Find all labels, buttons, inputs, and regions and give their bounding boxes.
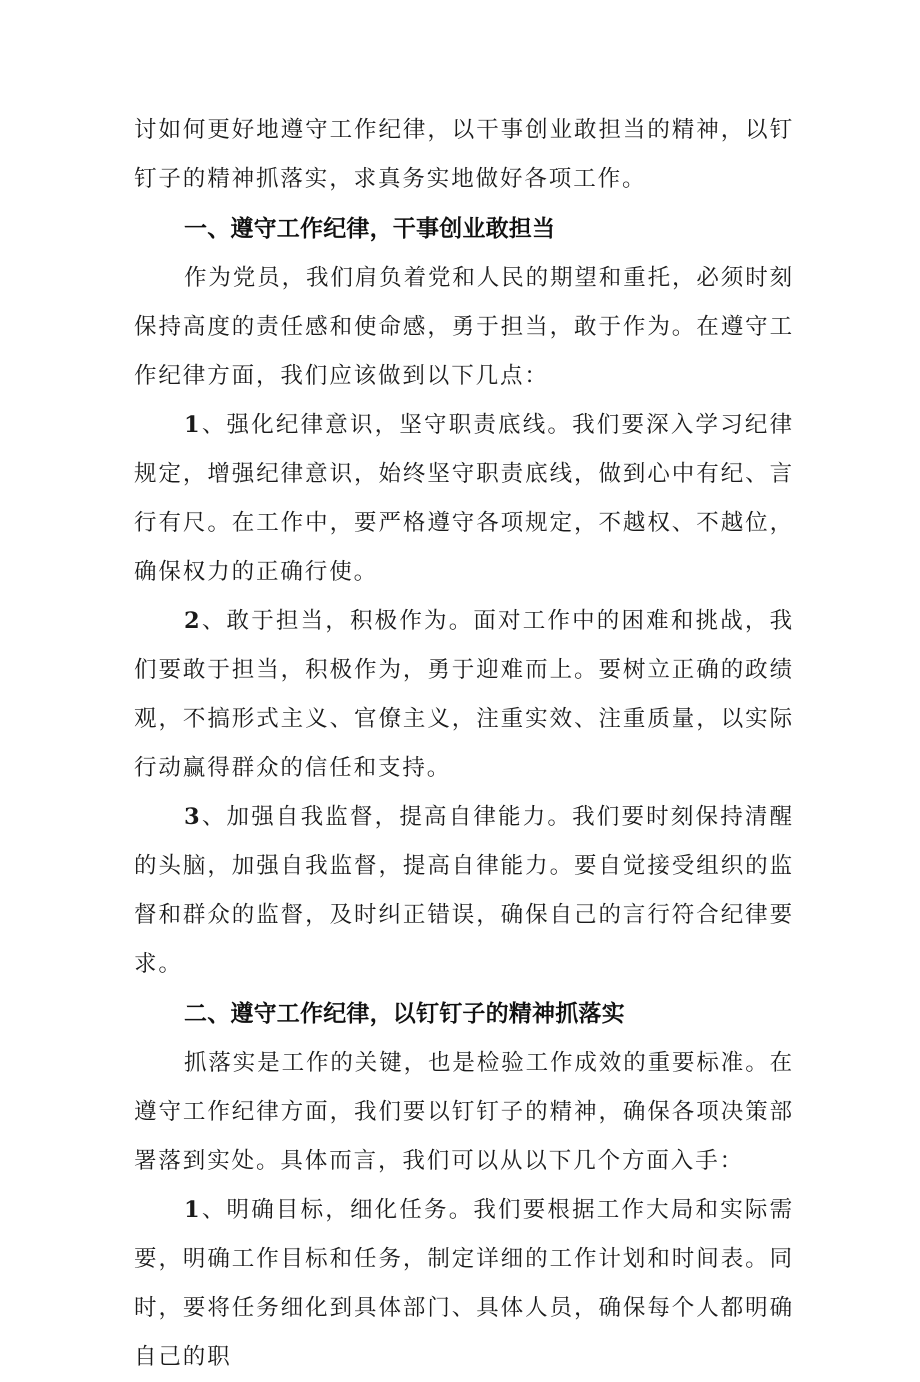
list-item-text: 、明确目标，细化任务。我们要根据工作大局和实际需要，明确工作目标和任务，制定详细的工作计划和时间表。同时，要将任务细化到具体部门、具体人员，确保每个人都明确自己的职 bbox=[134, 1197, 794, 1370]
paragraph-continuation: 讨如何更好地遵守工作纪律，以干事创业敢担当的精神，以钉钉子的精神抓落实，求真务实地做好各项工作。 bbox=[134, 117, 794, 192]
list-item-2 bbox=[134, 597, 794, 793]
section-heading-2: 二、遵守工作纪律，以钉钉子的精神抓落实 bbox=[184, 1001, 625, 1027]
list-item-number: 2 bbox=[184, 608, 202, 634]
list-item-4 bbox=[134, 1186, 794, 1382]
list-item-text: 、加强自我监督，提高自律能力。我们要时刻保持清醒的头脑，加强自我监督，提高自律能力。要自觉接受组织的监督和群众的监督，及时纠正错误，确保自己的言行符合纪律要求。 bbox=[134, 804, 794, 977]
list-item-text: 、强化纪律意识，坚守职责底线。我们要深入学习纪律规定，增强纪律意识，始终坚守职责底线，做到心中有纪、言行有尺。在工作中，要严格遵守各项规定，不越权、不越位，确保权力的正确行使。 bbox=[134, 412, 794, 585]
paragraph-intro-1: 作为党员，我们肩负着党和人民的期望和重托，必须时刻保持高度的责任感和使命感，勇于担当，敢于作为。在遵守工作纪律方面，我们应该做到以下几点： bbox=[134, 265, 795, 389]
paragraph-intro-2: 抓落实是工作的关键，也是检验工作成效的重要标准。在遵守工作纪律方面，我们要以钉钉子的精神，确保各项决策部署落到实处。具体而言，我们可以从以下几个方面入手： bbox=[134, 1050, 795, 1174]
list-item-text: 、敢于担当，积极作为。面对工作中的困难和挑战，我们要敢于担当，积极作为，勇于迎难而上。要树立正确的政绩观，不搞形式主义、官僚主义，注重实效、注重质量，以实际行动赢得群众的信任和支持。 bbox=[134, 608, 794, 781]
document-body bbox=[134, 106, 794, 1382]
section-heading-1: 一、遵守工作纪律，干事创业敢担当 bbox=[184, 216, 556, 242]
list-item-1 bbox=[134, 401, 794, 597]
list-item-number: 1 bbox=[184, 1197, 202, 1223]
list-item-3 bbox=[134, 793, 794, 989]
list-item-number: 3 bbox=[184, 804, 202, 830]
list-item-number: 1 bbox=[184, 412, 202, 438]
